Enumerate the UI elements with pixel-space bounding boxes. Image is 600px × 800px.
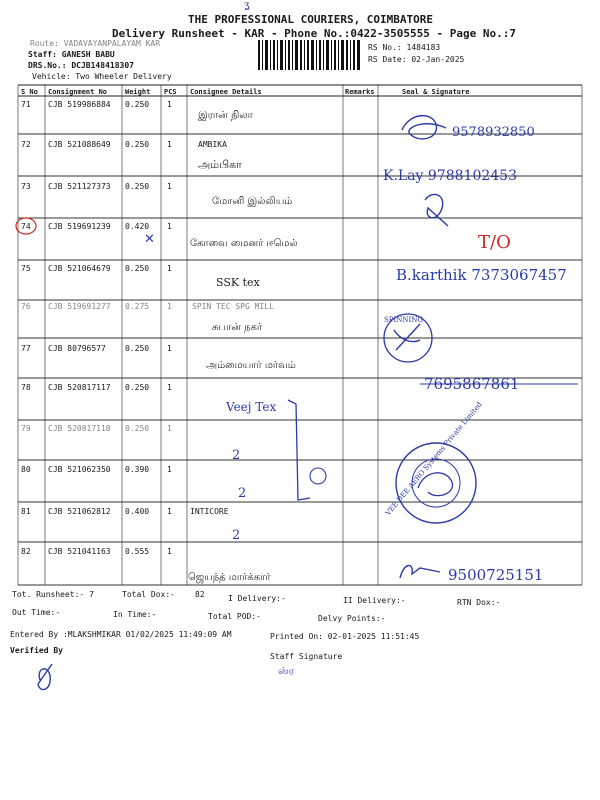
tot-runsheet: Tot. Runsheet:- 7 — [12, 590, 94, 599]
row-signature-phone: K.Lay 9788102453 — [383, 168, 517, 184]
col-header-seal-signature: Seal & Signature — [402, 88, 470, 96]
route-label: Route: VADAVAYANPALAYAM KAR — [30, 39, 161, 48]
signature-scribble — [400, 565, 440, 578]
numeral-mark: 2 — [238, 486, 247, 501]
row-pcs: 1 — [167, 302, 172, 311]
col-header-remarks: Remarks — [345, 88, 375, 96]
staff-label: Staff: GANESH BABU — [28, 50, 115, 59]
row-signature-phone: 7695867861 — [424, 375, 520, 393]
row-consignment: CJB 521088649 — [48, 140, 111, 149]
total-dox-value: 82 — [195, 590, 205, 599]
verified-by-label: Verified By — [10, 646, 63, 655]
row-weight: 0.250 — [125, 383, 150, 392]
row-pcs: 1 — [167, 182, 172, 191]
row-pcs: 1 — [167, 100, 172, 109]
row-consignee-details: AMBIKA — [198, 140, 227, 149]
delvy-points-label: Delvy Points:- — [318, 614, 386, 623]
row-handwritten-name: கோவை மைனர் ஈமெல் — [190, 238, 298, 249]
row-consignment: CJB 521127373 — [48, 182, 111, 191]
numeral-mark: 2 — [232, 448, 241, 463]
row-pcs: 1 — [167, 264, 172, 273]
row-handwritten-name: SSK tex — [216, 276, 260, 289]
row-handwritten-name: அம்பிகா — [198, 158, 242, 171]
row-signature-phone: 9578932850 — [452, 125, 535, 140]
row-sno: 82 — [21, 547, 31, 556]
i-delivery-label: I Delivery:- — [228, 594, 286, 603]
runsheet-title: Delivery Runsheet - KAR - Phone No.:0422-3505555 - Page No.:7 — [112, 27, 516, 40]
in-time-label: In Time:- — [113, 610, 157, 619]
row-remark-to: T/O — [478, 232, 511, 253]
vehicle-label: Vehicle: Two Wheeler Delivery — [32, 72, 172, 81]
col-header-consignment: Consignment No — [48, 88, 108, 96]
row-handwritten-name: மோனி இல்லியம் — [212, 196, 293, 207]
verified-signature — [38, 664, 52, 690]
row-handwritten-name: இரான் நிலா — [198, 110, 253, 121]
staff-initials: ஸ்ர — [278, 666, 294, 677]
row-signature-phone: 9500725151 — [448, 566, 544, 584]
row-consignment: CJB 521062350 — [48, 465, 111, 474]
stamp-text-spinning: SPINNING — [384, 316, 424, 324]
row-consignment: CJB 80796577 — [48, 344, 106, 353]
rs-date-label: RS Date: 02-Jan-2025 — [368, 55, 465, 64]
col-header-sno: S No — [21, 88, 38, 96]
row-pcs: 1 — [167, 424, 172, 433]
staff-signature-label: Staff Signature — [270, 652, 343, 661]
row-weight: 0.400 — [125, 507, 150, 516]
total-dox-label: Total Dox:- — [122, 590, 175, 599]
row-weight: 0.390 — [125, 465, 150, 474]
row-sno: 71 — [21, 100, 31, 109]
ii-delivery-label: II Delivery:- — [343, 596, 406, 605]
row-sno: 76 — [21, 302, 31, 311]
row-consignment: CJB 519691277 — [48, 302, 111, 311]
row-weight: 0.250 — [125, 100, 150, 109]
tick-mark: ✕ — [144, 232, 155, 247]
row-pcs: 1 — [167, 222, 172, 231]
row-pcs: 1 — [167, 344, 172, 353]
row-sno: 73 — [21, 182, 31, 191]
col-header-weight: Weight — [125, 88, 151, 96]
row-consignment: CJB 520817117 — [48, 383, 111, 392]
bracket-line — [288, 400, 310, 500]
row-consignee-details: SPIN TEC SPG MILL — [192, 302, 274, 311]
row-weight: 0.420 — [125, 222, 150, 231]
row-consignment: CJB 519691239 — [48, 222, 111, 231]
company-title: THE PROFESSIONAL COURIERS, COIMBATORE — [188, 13, 434, 26]
out-time-label: Out Time:- — [12, 608, 61, 617]
signature-scribble — [402, 116, 446, 139]
red-circle-mark — [16, 218, 36, 234]
row-weight: 0.555 — [125, 547, 150, 556]
row-weight: 0.250 — [125, 182, 150, 191]
row-weight: 0.250 — [125, 264, 150, 273]
col-header-pcs: PCS — [164, 88, 177, 96]
drs-no-label: DRS.No.: DCJB148418307 — [28, 61, 134, 70]
row-sno: 75 — [21, 264, 31, 273]
row-sno: 80 — [21, 465, 31, 474]
row-consignment: CJB 520817118 — [48, 424, 111, 433]
row-consignment: CJB 521064679 — [48, 264, 111, 273]
row-weight: 0.250 — [125, 344, 150, 353]
row-consignee-details: INTICORE — [190, 507, 229, 516]
row-sno: 81 — [21, 507, 31, 516]
row-handwritten-name: Veej Tex — [226, 400, 277, 414]
row-pcs: 1 — [167, 465, 172, 474]
signature-scribble — [425, 194, 448, 226]
row-handwritten-name: சுபான் நகர் — [212, 322, 263, 333]
row-consignment: CJB 521062812 — [48, 507, 111, 516]
row-handwritten-name: ஜெயந்த் மார்க்கார் — [188, 572, 271, 583]
row-consignment: CJB 519986884 — [48, 100, 111, 109]
row-weight: 0.250 — [125, 140, 150, 149]
row-sno: 79 — [21, 424, 31, 433]
row-pcs: 1 — [167, 507, 172, 516]
rtn-dox-label: RTN Dox:- — [457, 598, 501, 607]
total-pod-label: Total POD:- — [208, 612, 261, 621]
row-sno: 78 — [21, 383, 31, 392]
row-pcs: 1 — [167, 140, 172, 149]
top-ink-mark: ʓ — [244, 0, 250, 11]
numeral-mark: 2 — [232, 528, 241, 543]
row-sno: 72 — [21, 140, 31, 149]
row-sno: 77 — [21, 344, 31, 353]
col-header-consignee: Consignee Details — [190, 88, 262, 96]
row-handwritten-name: அம்மையார் மர்வம் — [206, 360, 296, 371]
row-weight: 0.275 — [125, 302, 150, 311]
seal-text: VEE DEE AERO Systems Private Limited — [384, 400, 484, 518]
row-sno: 74 — [21, 222, 31, 231]
row-signature-phone: B.karthik 7373067457 — [396, 266, 567, 284]
row-consignment: CJB 521041163 — [48, 547, 111, 556]
printed-on: Printed On: 02-01-2025 11:51:45 — [270, 632, 420, 641]
entered-by: Entered By :MLAKSHMIKAR 01/02/2025 11:49:09 AM — [10, 630, 232, 639]
rs-no-label: RS No.: 1484183 — [368, 43, 441, 52]
row-weight: 0.250 — [125, 424, 150, 433]
row-pcs: 1 — [167, 547, 172, 556]
row-pcs: 1 — [167, 383, 172, 392]
